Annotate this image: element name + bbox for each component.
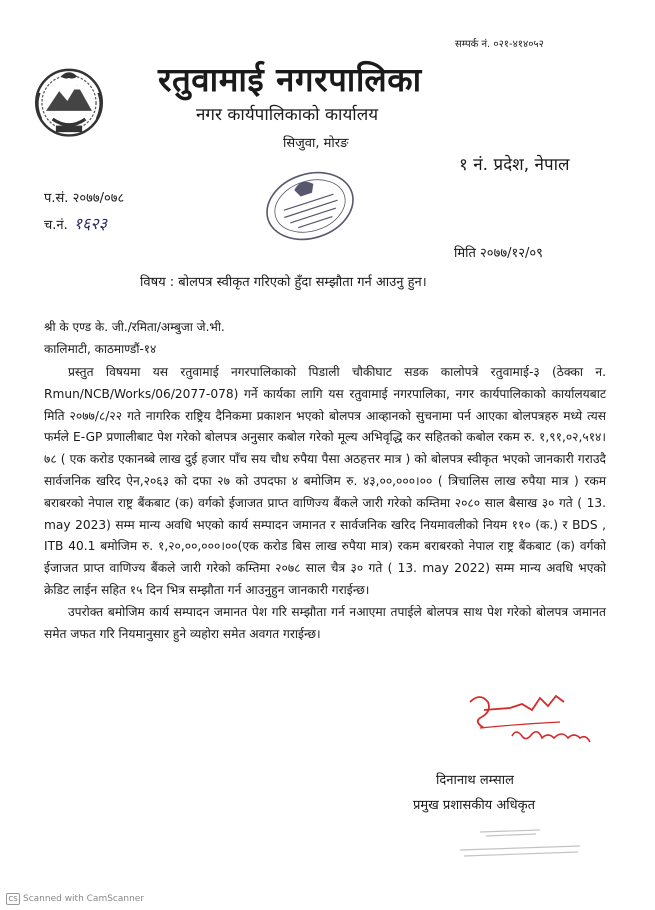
addressee-address: कालिमाटी, काठमाण्डौं-१४: [44, 342, 157, 356]
letter-subject: विषय : बोलपत्र स्वीकृत गरिएको हुँदा सम्झौता गर्न आउनु हुन।: [140, 275, 427, 290]
chalani-number-handwritten: १६२३: [73, 214, 108, 233]
body-paragraph-2: उपरोक्त बमोजिम कार्य सम्पादन जमानत पेश गरि सम्झौता गर्न नआएमा तपाईले बोलपत्र साथ पेश गरेको बोलपत्र जमानत समेत जफत गरि नियमानुसार हुने व्यहोरा समेत अवगत गराईन्छ।: [44, 604, 606, 641]
body-paragraph-1: प्रस्तुत विषयमा यस रतुवामाई नगरपालिकाको पिडाली चौकीघाट सडक कालोपत्रे रतुवामाई-३ (ठेक्का न. Rmun/NCB/Works/06/2077-078) गर्ने कार्यका लागि यस रतुवामाई नगरपालिका, नगर कार्यपालिकाको कार्यालयबाट मिति २०७७/८/२२ गते नागरिक राष्ट्रिय दैनिकमा प्रकाशन भएको बोलपत्र आव्हानको सुचनामा पर्न आएका बोलपत्रहरु मध्ये त्यस फर्मले E-GP प्रणालीबाट पेश गरेको बोलपत्र अनुसार कबोल गरेको मूल्य अभिवृद्धि कर सहितको कबोल रकम रु. १,९१,०२,५१४।७८ ( एक करोड एकानब्बे लाख दुई हजार पाँच सय चौध रुपैया पैसा अठहत्तर मात्र ) को बोलपत्र स्वीकृत भएको जानकारी गराउदै सार्वजनिक खरिद ऐन,२०६३ को दफा २७ को उपदफा ४ बमोजिम रु. ४३,००,०००।०० ( त्रिचालिस लाख रुपैया मात्र ) रकम बराबरको नेपाल राष्ट्र बैंकबाट (क) वर्गको ईजाजत प्राप्त वाणिज्य बैंकले जारी गरेको कम्तिमा २०८० साल बैसाख ३० गते ( 13. may 2023) सम्म मान्य अवधि भएको कार्य सम्पादन जमानत र सार्वजनिक खरिद नियमावलीको नियम ११० (क.) र BDS , ITB 40.1 बमोजिम रु. १,२०,००,०००।००(एक करोड बिस लाख रुपैया मात्र) रकम बराबरको नेपाल राष्ट्र बैंकबाट (क) वर्गको ईजाजत प्राप्त वाणिज्य बैंकले जारी गरेको कम्तिमा २०७८ साल चैत्र ३० गते ( 13. may 2022) सम्म मान्य अवधि भएको क्रेडिट लाईन सहित १५ दिन भित्र सम्झौता गर्न आउनुहुन जानकारी गराईन्छ।: [44, 365, 606, 597]
municipality-name: रतुवामाई नगरपालिका: [158, 60, 422, 99]
office-name: नगर कार्यपालिकाको कार्यालय: [196, 105, 379, 125]
patra-sankhya: प.सं. २०७७/०७८: [44, 191, 125, 206]
camscanner-logo-icon: CS: [6, 893, 20, 905]
scanner-text: Scanned with CamScanner: [23, 894, 145, 904]
chalani-number-row: [44, 212, 107, 234]
addressee-name: श्री के एण्ड के. जी./रमिता/अम्बुजा जे.भी.: [44, 320, 225, 334]
office-address: सिजुवा, मोरङ: [283, 136, 349, 151]
camscanner-watermark: [6, 893, 144, 905]
office-round-stamp-icon: [254, 164, 366, 248]
signer-name-stamp-icon: [440, 820, 590, 870]
chalani-label: च.नं.: [44, 218, 68, 233]
nepal-emblem-icon: [28, 60, 110, 142]
province-label: १ नं. प्रदेश, नेपाल: [459, 155, 570, 175]
signer-title: प्रमुख प्रशासकीय अधिकृत: [413, 798, 536, 813]
contact-number: सम्पर्क नं. ०२१-४१४०५२: [455, 39, 544, 50]
letter-body: [44, 362, 606, 645]
handwritten-signature-icon: [440, 688, 610, 748]
letter-date: मिति २०७७/१२/०९: [454, 246, 543, 261]
signer-name: दिनानाथ लम्साल: [436, 773, 514, 788]
